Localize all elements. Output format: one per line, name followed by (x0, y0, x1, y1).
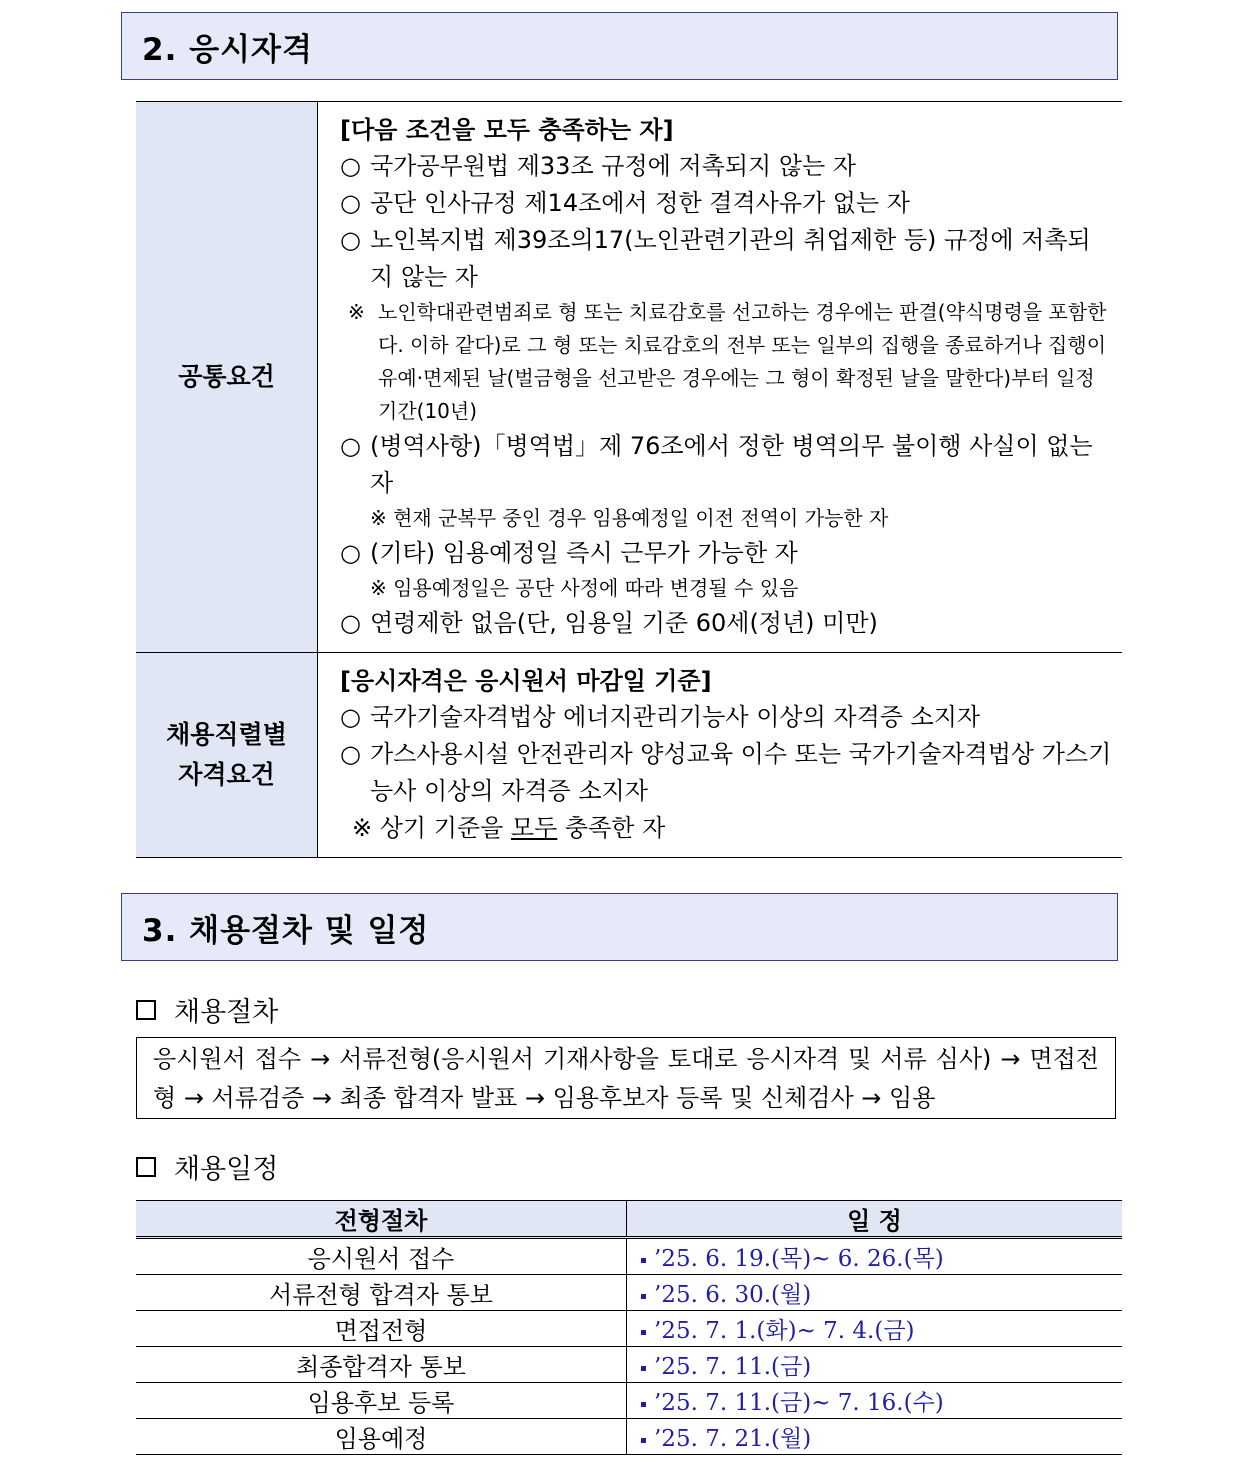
list-item: ○ 연령제한 없음(단, 임용일 기준 60세(정년) 미만) (340, 605, 1112, 642)
job-requirements-content (318, 653, 1123, 858)
list-item: ○ 노인복지법 제39조의17(노인관련기관의 취업제한 등) 규정에 저촉되지 않는 자 (340, 222, 1112, 296)
circle-mark: ○ (340, 740, 361, 768)
table-row (136, 1419, 1122, 1455)
common-requirements-heading: [다음 조건을 모두 충족하는 자] (340, 116, 674, 144)
column-header-stage: 전형절차 (136, 1201, 627, 1238)
list-item: ○ (기타) 임용예정일 즉시 근무가 가능한 자 (340, 535, 1112, 572)
list-item: ○ 국가공무원법 제33조 규정에 저촉되지 않는 자 (340, 148, 1112, 185)
date-cell: ’25. 6. 19.(목)~ 6. 26.(목) (627, 1238, 1123, 1275)
square-bullet-icon (136, 1000, 156, 1020)
bullet-icon (641, 1258, 646, 1263)
table-row (136, 1311, 1122, 1347)
bullet-icon (641, 1294, 646, 1299)
table-row (136, 1383, 1122, 1419)
all-criteria-note: ※ 상기 기준을 모두 충족한 자 (352, 814, 666, 842)
schedule-table (136, 1200, 1122, 1455)
appointment-date-note: ※ 임용예정일은 공단 사정에 따라 변경될 수 있음 (370, 576, 799, 600)
list-item: ○ 공단 인사규정 제14조에서 정한 결격사유가 없는 자 (340, 185, 1112, 222)
bullet-icon (641, 1402, 646, 1407)
underlined-word: 모두 (510, 814, 558, 842)
bullet-icon (641, 1366, 646, 1371)
date-cell: ’25. 7. 11.(금)~ 7. 16.(수) (627, 1383, 1123, 1419)
qualification-table (136, 101, 1122, 858)
column-header-date: 일 정 (627, 1201, 1123, 1238)
common-requirements-content (318, 102, 1123, 653)
table-row (136, 1275, 1122, 1311)
circle-mark: ○ (340, 189, 361, 217)
section-3-title: 3. 채용절차 및 일정 (121, 893, 1118, 961)
elder-abuse-note: ※ 노인학대관련범죄로 형 또는 치료감호를 선고하는 경우에는 판결(약식명령을 포함한다. 이하 같다)로 그 형 또는 치료감호의 전부 또는 일부의 집행을 종료하거나 집행이 유예·면제된 날(벌금형을 선고받은 경우에는 그 형이 확정된 날을 말한다)부터 일정기간(10년) (340, 296, 1112, 428)
job-requirements-row (136, 653, 1122, 858)
procedure-flow-box: 응시원서 접수 → 서류전형(응시원서 기재사항을 토대로 응시자격 및 서류 심사) → 면접전형 → 서류검증 → 최종 합격자 발표 → 임용후보자 등록 및 신체검사 → 임용 (136, 1037, 1116, 1119)
list-item: ○ (병역사항)「병역법」제 76조에서 정한 병역의무 불이행 사실이 없는 자 (340, 428, 1112, 502)
bullet-icon (641, 1438, 646, 1443)
schedule-header-row (136, 1201, 1122, 1238)
table-row (136, 1347, 1122, 1383)
square-bullet-icon (136, 1157, 156, 1177)
common-requirements-row (136, 102, 1122, 653)
circle-mark: ○ (340, 152, 361, 180)
stage-cell: 면접전형 (136, 1311, 627, 1347)
circle-mark: ○ (340, 703, 361, 731)
circle-mark: ○ (340, 609, 361, 637)
stage-cell: 임용후보 등록 (136, 1383, 627, 1419)
date-cell: ’25. 7. 21.(월) (627, 1419, 1123, 1455)
list-item: ○ 가스사용시설 안전관리자 양성교육 이수 또는 국가기술자격법상 가스기능사 이상의 자격증 소지자 (340, 736, 1112, 810)
job-requirements-heading: [응시자격은 응시원서 마감일 기준] (340, 667, 712, 695)
bullet-icon (641, 1330, 646, 1335)
list-item: ○ 국가기술자격법상 에너지관리기능사 이상의 자격증 소지자 (340, 699, 1112, 736)
table-row (136, 1238, 1122, 1275)
stage-cell: 서류전형 합격자 통보 (136, 1275, 627, 1311)
circle-mark: ○ (340, 539, 361, 567)
stage-cell: 최종합격자 통보 (136, 1347, 627, 1383)
stage-cell: 임용예정 (136, 1419, 627, 1455)
circle-mark: ○ (340, 432, 361, 460)
common-requirements-label: 공통요건 (136, 102, 318, 653)
reference-mark: ※ (348, 300, 365, 324)
procedure-heading: 채용절차 (136, 990, 278, 1029)
section-2-title: 2. 응시자격 (121, 12, 1118, 80)
stage-cell: 응시원서 접수 (136, 1238, 627, 1275)
date-cell: ’25. 7. 1.(화)~ 7. 4.(금) (627, 1311, 1123, 1347)
circle-mark: ○ (340, 226, 361, 254)
schedule-heading: 채용일정 (136, 1147, 278, 1186)
job-requirements-label: 채용직렬별 자격요건 (136, 653, 318, 858)
date-cell: ’25. 6. 30.(월) (627, 1275, 1123, 1311)
military-note: ※ 현재 군복무 중인 경우 임용예정일 이전 전역이 가능한 자 (370, 506, 889, 530)
date-cell: ’25. 7. 11.(금) (627, 1347, 1123, 1383)
